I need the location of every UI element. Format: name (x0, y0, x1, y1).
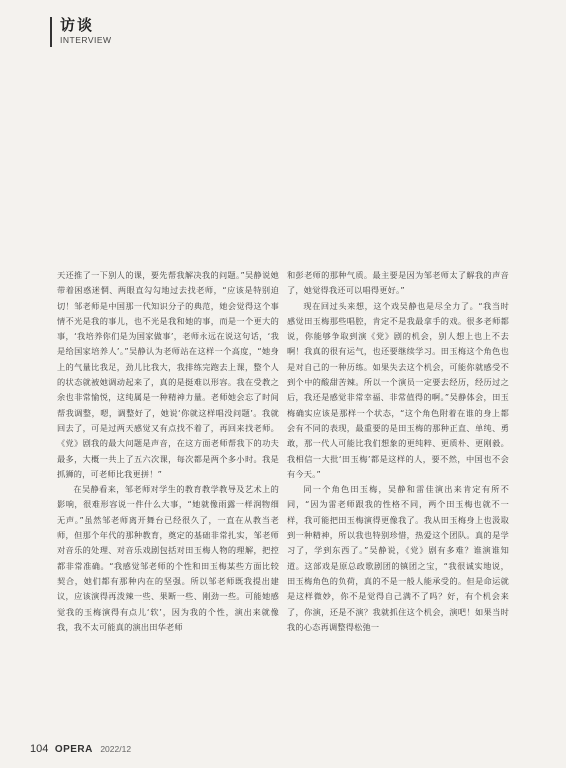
right-text-column (287, 268, 509, 635)
left-text-column (57, 268, 279, 635)
page-footer (30, 739, 131, 757)
magazine-name: OPERA (54, 744, 93, 755)
section-title: 访谈 (60, 16, 95, 34)
paragraph: 现在回过头来想，这个戏吴静也是尽全力了。“我当时感觉田玉梅那些唱腔，肯定不是我最拿手的戏。很多老师都说，你能够争取到演《党》剧的机会，别人想上也上不去啊！我真的很有运气，也还要继续学习。田玉梅这个角色也是对自己的一种历练。如果失去这个机会，可能你就感受不到个中的酸甜苦辣。所以一个演员一定要去经历，经历过之后，我还是感觉非常幸福、非常值得的啊。”吴静体会，田玉梅确实应该是那样一个状态，“这个角色附着在谁的身上都会有不同的表现，最重要的是田玉梅的那种正直、单纯、勇敢，那一代人可能比我们想象的更纯粹、更质朴、更刚毅。我相信一大批‘田玉梅’都是这样的人，要不然，中国也不会有今天。” (287, 300, 509, 479)
page-number: 104 (30, 743, 49, 755)
paragraph: 同一个角色田玉梅，吴静和雷佳演出来肯定有所不同，“因为雷老师跟我的性格不同，两个田玉梅也就不一样，我可能把田玉梅演得更像我了。我从田玉梅身上也汲取到一种精神，所以我也特别珍惜，热爱这个团队。真的是学习了，学到东西了。”吴静说，《党》剧有多难？谁演谁知道。这部戏是原总政歌剧团的镇团之宝，“我很诚实地说，田玉梅角色的负荷，真的不是一般人能承受的。但是命运就是这样微妙，你不是觉得自己满不了吗？好，有个机会来了，你演，还是不演？我就抓住这个机会，演吧！如果当时我的心态再调整得松弛一 (287, 484, 509, 632)
section-subtitle: INTERVIEW (60, 35, 112, 45)
paragraph: 和彭老师的那种气质。最主要是因为邹老师太了解我的声音了，她觉得我还可以唱得更好。” (287, 270, 509, 296)
issue-date: 2022/12 (100, 744, 132, 754)
paragraph: 在吴静看来，邹老师对学生的教育教学教导及艺术上的影响，很难形容说一件什么大事，“她就像雨露一样润物细无声。”虽然邹老师离开舞台已经很久了，一直在从教当老师，但那个年代的那种教育，奠定的基础非常扎实，邹老师对音乐的处理、对音乐戏剧包括对田玉梅人物的理解，把控都非常准确。“我感觉邹老师的个性和田玉梅某些方面比较契合，她们都有那种内在的坚强。所以邹老师既我提出建议，应该演得再泼辣一些、果断一些、刚劲一些。可能她感觉我的玉梅演得有点儿‘软’，因为我的个性，演出来就像我，我不太可能真的演出田华老师 (57, 484, 279, 632)
paragraph: 天还推了一下别人的课，要先帮我解决我的问题。”吴静说她带着困惑迷惘、两眼直勾勾地过去找老师，“应该是特别迫切！邹老师是中国那一代知识分子的典范，她会觉得这个事情不光是我的事儿，也不光是我和她的事，而是一个更大的事，‘我培养你们是为国家做事’，老师永远在说这句话，‘我是给国家培养人’。”吴静认为老师站在这样一个高度，“她身上的气量比我足，劲儿比我大，我排练完跑去上课，整个人的状态就被她调动起来了，真的是挺难以形容。我在受教之余也非常愉悦，这纯属是一种精神力量。老师她会忘了时间帮我调整，嗯，调整好了，她说‘你就这样唱没问题’。我就回去了，可是过两天感觉又有点找不着了，再回来找老师。《党》剧我的最大问题是声音，在这方面老师帮我下的功夫最多，大概一共上了五六次课，每次都是两个多小时。我是抓狮的，可老师比我更拼！” (57, 270, 279, 479)
header-divider (50, 17, 52, 47)
